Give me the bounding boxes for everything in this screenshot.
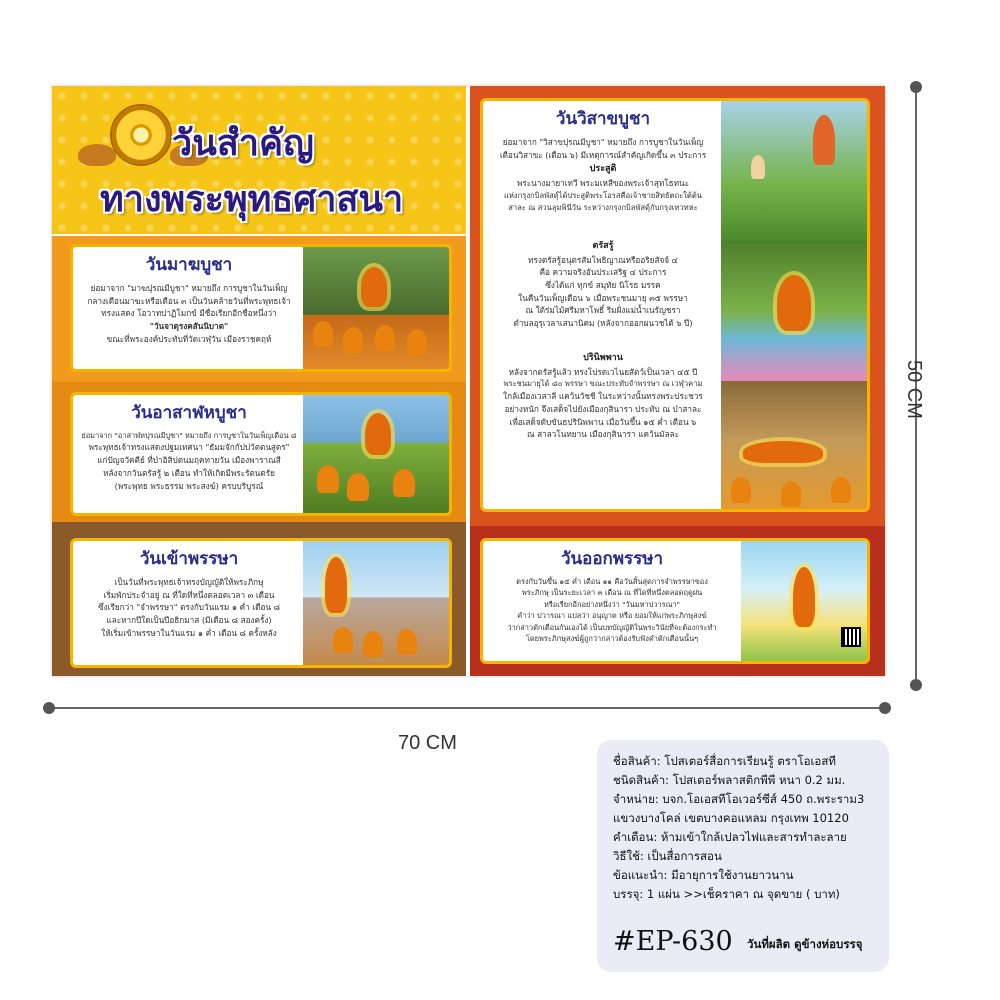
- body-line: โดยพระภิกษุสงฆ์ผู้ถูกว่ากล่าวต้องรับฟังคำตักเตือนนั้นๆ: [525, 634, 699, 644]
- dimension-dot: [910, 81, 922, 93]
- monk-figure: [393, 469, 415, 497]
- monk-figure: [407, 329, 427, 355]
- card-body: [79, 576, 299, 640]
- illustration-monks-forest: [303, 247, 449, 369]
- illustration-enlightenment: [721, 241, 867, 381]
- info-product-type: ชนิดสินค้า: โปสเตอร์พลาสติกพีพี หนา 0.2 มม.: [613, 773, 846, 787]
- body-line: พระพุทธเจ้าทรงแสดงปฐมเทศนา "ธัมมจักกัปปวัตตนสูตร": [88, 442, 290, 453]
- info-warning: คำเตือน: ห้ามเข้าใกล้เปลวไฟและสารทำละลาย: [613, 830, 847, 844]
- body-line: ณ ใต้ร่มไม้ศรีมหาโพธิ์ ริมฝั่งแม่น้ำเนรัญชรา: [525, 305, 681, 316]
- monk-figure: [731, 477, 751, 503]
- card-khao-pansa: [70, 538, 452, 668]
- info-product-name: ชื่อสินค้า: โปสเตอร์สื่อการเรียนรู้ ตราโอเอสที: [613, 754, 836, 768]
- body-line: ว่ากล่าวตักเตือนกันเองได้ เป็นบทบัญญัติในพระวินัยที่จะต้องกระทำ: [507, 622, 717, 632]
- info-address: แขวงบางโคล่ เขตบางคอแหลม กรุงเทพ 10120: [613, 811, 849, 825]
- body-line: ขณะที่พระองค์ประทับที่วัดเวฬุวัน เมืองราชคฤห์: [106, 333, 272, 344]
- body-line: กลางเดือนมาฆะหรือเดือน ๓ เป็นวันคล้ายวันที่พระพุทธเจ้า: [87, 295, 291, 306]
- body-line: คือ ความจริงอันประเสริฐ ๔ ประการ: [539, 267, 667, 278]
- width-dimension-line: [48, 707, 886, 709]
- body-line: พระชนมายุได้ ๘๐ พรรษา ขณะประทับจำพรรษา ณ เวฬุวคาม: [503, 379, 703, 389]
- baby-figure: [751, 155, 765, 179]
- dimension-dot: [879, 702, 891, 714]
- body-line: เป็นวันที่พระพุทธเจ้าทรงบัญญัติให้พระภิกษุ: [114, 577, 264, 587]
- card-body: [489, 136, 717, 441]
- product-info-box: [597, 740, 889, 972]
- body-line: เริ่มพักประจำอยู่ ณ ที่ใดที่หนึ่งตลอดเวลา ๓ เดือน: [103, 589, 275, 600]
- monk-figure: [333, 627, 353, 653]
- buddha-figure: [777, 275, 811, 331]
- monk-figure: [831, 477, 851, 503]
- body-line: ใกล้เมืองเวสาลี แคว้นวัชชี ในระหว่างนั้นทรงพระประชวร: [503, 391, 703, 402]
- section-title: ตรัสรู้: [592, 240, 614, 251]
- body-line: ย่อมาจาก "อาสาฬหปุรณมีบูชา" หมายถึง การบูชาในวันเพ็ญเดือน ๘: [81, 431, 297, 440]
- illustration-column: [721, 101, 867, 509]
- body-line: ซึ่งได้แก่ ทุกข์ สมุทัย นิโรธ มรรค: [545, 279, 661, 290]
- body-line: พระภิกษุ เป็นระยะเวลา ๓ เดือน ณ ที่ใดที่หนึ่งตลอดฤดูฝน: [521, 588, 703, 598]
- product-code: #EP-630: [613, 926, 733, 957]
- buddha-figure: [361, 267, 387, 307]
- card-visakha-bucha: [480, 98, 870, 512]
- body-line: เดือนวิสาขะ (เดือน ๖) มีเหตุการณ์สำคัญเกิดขึ้น ๓ ประการ: [499, 149, 707, 160]
- monk-figure: [375, 325, 395, 351]
- monk-figure: [347, 473, 369, 501]
- qr-code-icon: [841, 627, 861, 647]
- info-distributor: จำหน่าย: บจก.โอเอสทีโอเวอร์ซีส์ 450 ถ.พระราม3: [613, 792, 865, 806]
- monk-figure: [313, 321, 333, 347]
- card-title: วันออกพรรษา: [560, 549, 664, 569]
- body-line: แห่งกรุงกบิลพัสดุ์ได้ประสูติพระโอรสคือเจ้าชายสิทธัตถะใต้ต้น: [504, 191, 702, 201]
- body-line: ทรงตรัสรู้อนุตรสัมโพธิญาณหรืออริยสัจจ์ ๔: [528, 254, 678, 265]
- queen-figure: [813, 115, 835, 165]
- body-line: อย่างหนัก จึงเสด็จไปยังเมืองกุสินารา ประทับ ณ ป่าสาละ: [504, 403, 702, 414]
- manufacture-date-note: วันที่ผลิต ดูข้างห่อบรรจุ: [747, 937, 863, 951]
- card-title: วันวิสาขบูชา: [555, 109, 651, 129]
- body-line: ซึ่งเรียกว่า "จำพรรษา" ตรงกับวันแรม ๑ ค่ำ เดือน ๘: [98, 602, 280, 613]
- monk-figure: [317, 465, 339, 493]
- body-line: ให้เริ่มเข้าพรรษาในวันแรม ๑ ค่ำ เดือน ๘ ครั้งหลัง: [101, 627, 277, 638]
- buddha-figure: [325, 557, 347, 613]
- illustration-descent-from-heaven: [741, 541, 867, 661]
- body-line: หลังจากตรัสรู้แล้ว ทรงโปรดเวไนยสัตว์เป็นเวลา ๔๕ ปี: [508, 366, 698, 377]
- card-asarnha-bucha: [70, 392, 452, 516]
- buddha-figure: [793, 567, 815, 627]
- poster: [52, 86, 885, 676]
- card-text: [483, 541, 741, 661]
- buddha-figure: [365, 413, 391, 455]
- body-line: ย่อมาจาก "วิสาขปุรณมีบูชา" หมายถึง การบูชาในวันเพ็ญ: [502, 137, 704, 147]
- body-line: พระนางมายาเทวี พระมเหสีของพระเจ้าสุทโธทนะ: [516, 178, 690, 189]
- poster-title-line2: ทางพระพุทธศาสนา: [100, 179, 404, 220]
- poster-left-column: [52, 86, 466, 676]
- dimension-dot: [910, 679, 922, 691]
- card-title: วันอาสาฬหบูชา: [131, 403, 247, 423]
- body-line: ทรงแสดง โอวาทปาฏิโมกข์ มีชื่อเรียกอีกชื่อหนึ่งว่า: [101, 308, 277, 319]
- width-label: 70 CM: [398, 732, 457, 754]
- poster-header: [52, 86, 466, 234]
- body-line: คำว่า ปวารณา แปลว่า อนุญาต หรือ ยอมให้แก่พระภิกษุสงฆ์: [517, 611, 707, 621]
- card-text: [73, 541, 305, 665]
- card-text: [483, 101, 723, 509]
- poster-right-column: [470, 86, 885, 676]
- body-line: และหากปีใดเป็นปีอธิกมาส (มีเดือน ๘ สองครั้ง): [106, 615, 272, 626]
- illustration-first-sermon: [303, 395, 449, 513]
- card-text: [73, 247, 305, 369]
- body-line: ณ สาลวโนทยาน เมืองกุสินารา แคว้นมัลละ: [526, 429, 680, 440]
- card-title: วันมาฆบูชา: [145, 255, 233, 275]
- card-body: [79, 282, 299, 346]
- deer-icon: [78, 144, 116, 166]
- illustration-temple: [303, 541, 449, 665]
- illustration-parinibbana: [721, 381, 867, 512]
- monk-figure: [343, 327, 363, 353]
- info-advice: ข้อแนะนำ: มีอายุการใช้งานยาวนาน: [613, 868, 794, 882]
- body-line: แก่ปัญจวัคคีย์ ที่ป่าอิสิปตนมฤคทายวัน เมืองพาราณสี: [97, 455, 281, 466]
- card-makha-bucha: [70, 244, 452, 372]
- height-label: 50 CM: [903, 360, 925, 419]
- body-line: ในคืนวันเพ็ญเดือน ๖ เมื่อพระชนมายุ ๓๕ พรรษา: [518, 292, 688, 303]
- card-body: [79, 430, 299, 492]
- monk-figure: [397, 629, 417, 655]
- body-line: (พระพุทธ พระธรรม พระสงฆ์) ครบบริบูรณ์: [114, 480, 264, 491]
- info-package: บรรจุ: 1 แผ่น >>เช็คราคา ณ จุดขาย ( บาท): [613, 887, 840, 901]
- card-body: [489, 576, 735, 645]
- section-title: ปรินิพพาน: [583, 352, 623, 363]
- dimension-dot: [43, 702, 55, 714]
- reclining-buddha-figure: [743, 441, 823, 463]
- body-line: สาละ ณ สวนลุมพินีวัน ระหว่างกรุงกบิลพัสดุ์กับกรุงเทวทหะ: [508, 202, 698, 212]
- info-usage: วิธีใช้: เป็นสื่อการสอน: [613, 849, 722, 863]
- body-line: ตรงกับวันขึ้น ๑๕ ค่ำ เดือน ๑๑ คือวันสิ้นสุดการจำพรรษาของ: [516, 577, 708, 586]
- body-line: "วันจาตุรงคสันนิบาต": [149, 321, 229, 332]
- card-ok-pansa: [480, 538, 870, 664]
- card-title: วันเข้าพรรษา: [139, 549, 239, 569]
- body-line: ย่อมาจาก "มาฆปุรณมีบูชา" หมายถึง การบูชาในวันเพ็ญ: [90, 283, 288, 293]
- card-text: [73, 395, 305, 513]
- body-line: หรือเรียกอีกอย่างหนึ่งว่า "วันมหาปวารณา": [543, 599, 681, 609]
- monk-figure: [781, 481, 801, 507]
- poster-title-line1: วันสำคัญ: [172, 123, 314, 164]
- monk-figure: [363, 631, 383, 657]
- section-title: ประสูติ: [589, 164, 617, 175]
- body-line: เพื่อเสด็จดับขันธปรินิพพาน เมื่อวันขึ้น ๑๕ ค่ำ เดือน ๖: [509, 416, 697, 427]
- illustration-birth: [721, 101, 867, 241]
- body-line: ตำบลอุรุเวลาเสนานิคม (หลังจากออกผนวชได้ ๖ ปี): [513, 318, 693, 329]
- dharma-wheel-icon: [110, 104, 172, 166]
- body-line: หลังจากวันตรัสรู้ ๒ เดือน ทำให้เกิดมีพระรัตนตรัย: [103, 467, 275, 478]
